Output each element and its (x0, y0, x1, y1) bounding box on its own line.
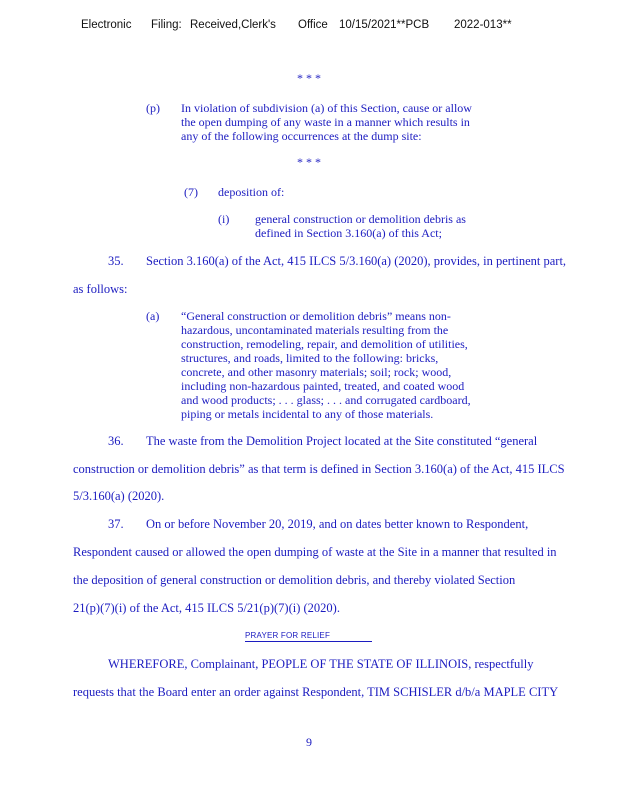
para-35-line: as follows: (73, 282, 128, 296)
wherefore-line: requests that the Board enter an order against Respondent, TIM SCHISLER d/b/a MAPLE CITY (73, 685, 559, 699)
def-a-line: piping or metals incidental to any of those materials. (181, 407, 434, 421)
para-p-line: the open dumping of any waste in a manner which results in (181, 115, 470, 129)
para-37-line: 21(p)(7)(i) of the Act, 415 ILCS 5/21(p)(7)(i) (2020). (73, 601, 340, 615)
para-i-line: general construction or demolition debris as (255, 212, 466, 226)
header-date: 10/15/2021**PCB (339, 19, 430, 31)
def-a-line: including non-hazardous painted, treated, and coated wood (181, 379, 465, 393)
para-35-line: Section 3.160(a) of the Act, 415 ILCS 5/3.160(a) (2020), provides, in pertinent part, (146, 254, 567, 268)
para-36-line: 5/3.160(a) (2020). (73, 489, 165, 503)
header-received: Received,Clerk's (190, 19, 276, 31)
ellipsis-stars: * * * (297, 155, 321, 169)
para-36-line: The waste from the Demolition Project located at the Site constituted “general (146, 434, 538, 448)
def-a-line: construction, remodeling, repair, and demolition of utilities, (181, 337, 468, 351)
def-a-label: (a) (146, 309, 160, 323)
header-filing: Filing: (151, 19, 182, 31)
para-35-number: 35. (108, 254, 124, 268)
def-a-line: structures, and roads, limited to the following: bricks, (181, 351, 439, 365)
para-7-label: (7) (184, 185, 198, 199)
para-37-line: Respondent caused or allowed the open dumping of waste at the Site in a manner that resulted in (73, 545, 557, 559)
para-p-line: any of the following occurrences at the dump site: (181, 129, 422, 143)
para-36-line: construction or demolition debris” as that term is defined in Section 3.160(a) of the Act, 415 ILCS (73, 462, 565, 476)
para-37-line: the deposition of general construction or demolition debris, and thereby violated Section (73, 573, 516, 587)
para-p-line: In violation of subdivision (a) of this Section, cause or allow (181, 101, 472, 115)
para-37-number: 37. (108, 517, 124, 531)
page-number: 9 (306, 735, 312, 749)
def-a-line: and wood products; . . . glass; . . . and corrugated cardboard, (181, 393, 471, 407)
wherefore-line: WHEREFORE, Complainant, PEOPLE OF THE STATE OF ILLINOIS, respectfully (108, 657, 534, 671)
para-37-line: On or before November 20, 2019, and on dates better known to Respondent, (146, 517, 529, 531)
def-a-line: “General construction or demolition debris” means non- (181, 309, 451, 323)
header-office: Office (298, 19, 328, 31)
header-docket: 2022-013** (454, 19, 512, 31)
para-36-number: 36. (108, 434, 124, 448)
para-7-text: deposition of: (218, 185, 285, 199)
para-i-line: defined in Section 3.160(a) of this Act; (255, 226, 442, 240)
def-a-line: concrete, and other masonry materials; soil; rock; wood, (181, 365, 452, 379)
header-electronic: Electronic (81, 19, 132, 31)
def-a-line: hazardous, uncontaminated materials resulting from the (181, 323, 449, 337)
ellipsis-stars: * * * (297, 71, 321, 85)
para-i-label: (i) (218, 212, 230, 226)
prayer-heading-underline (245, 641, 372, 642)
para-p-label: (p) (146, 101, 160, 115)
prayer-heading: PRAYER FOR RELIEF (245, 631, 331, 640)
